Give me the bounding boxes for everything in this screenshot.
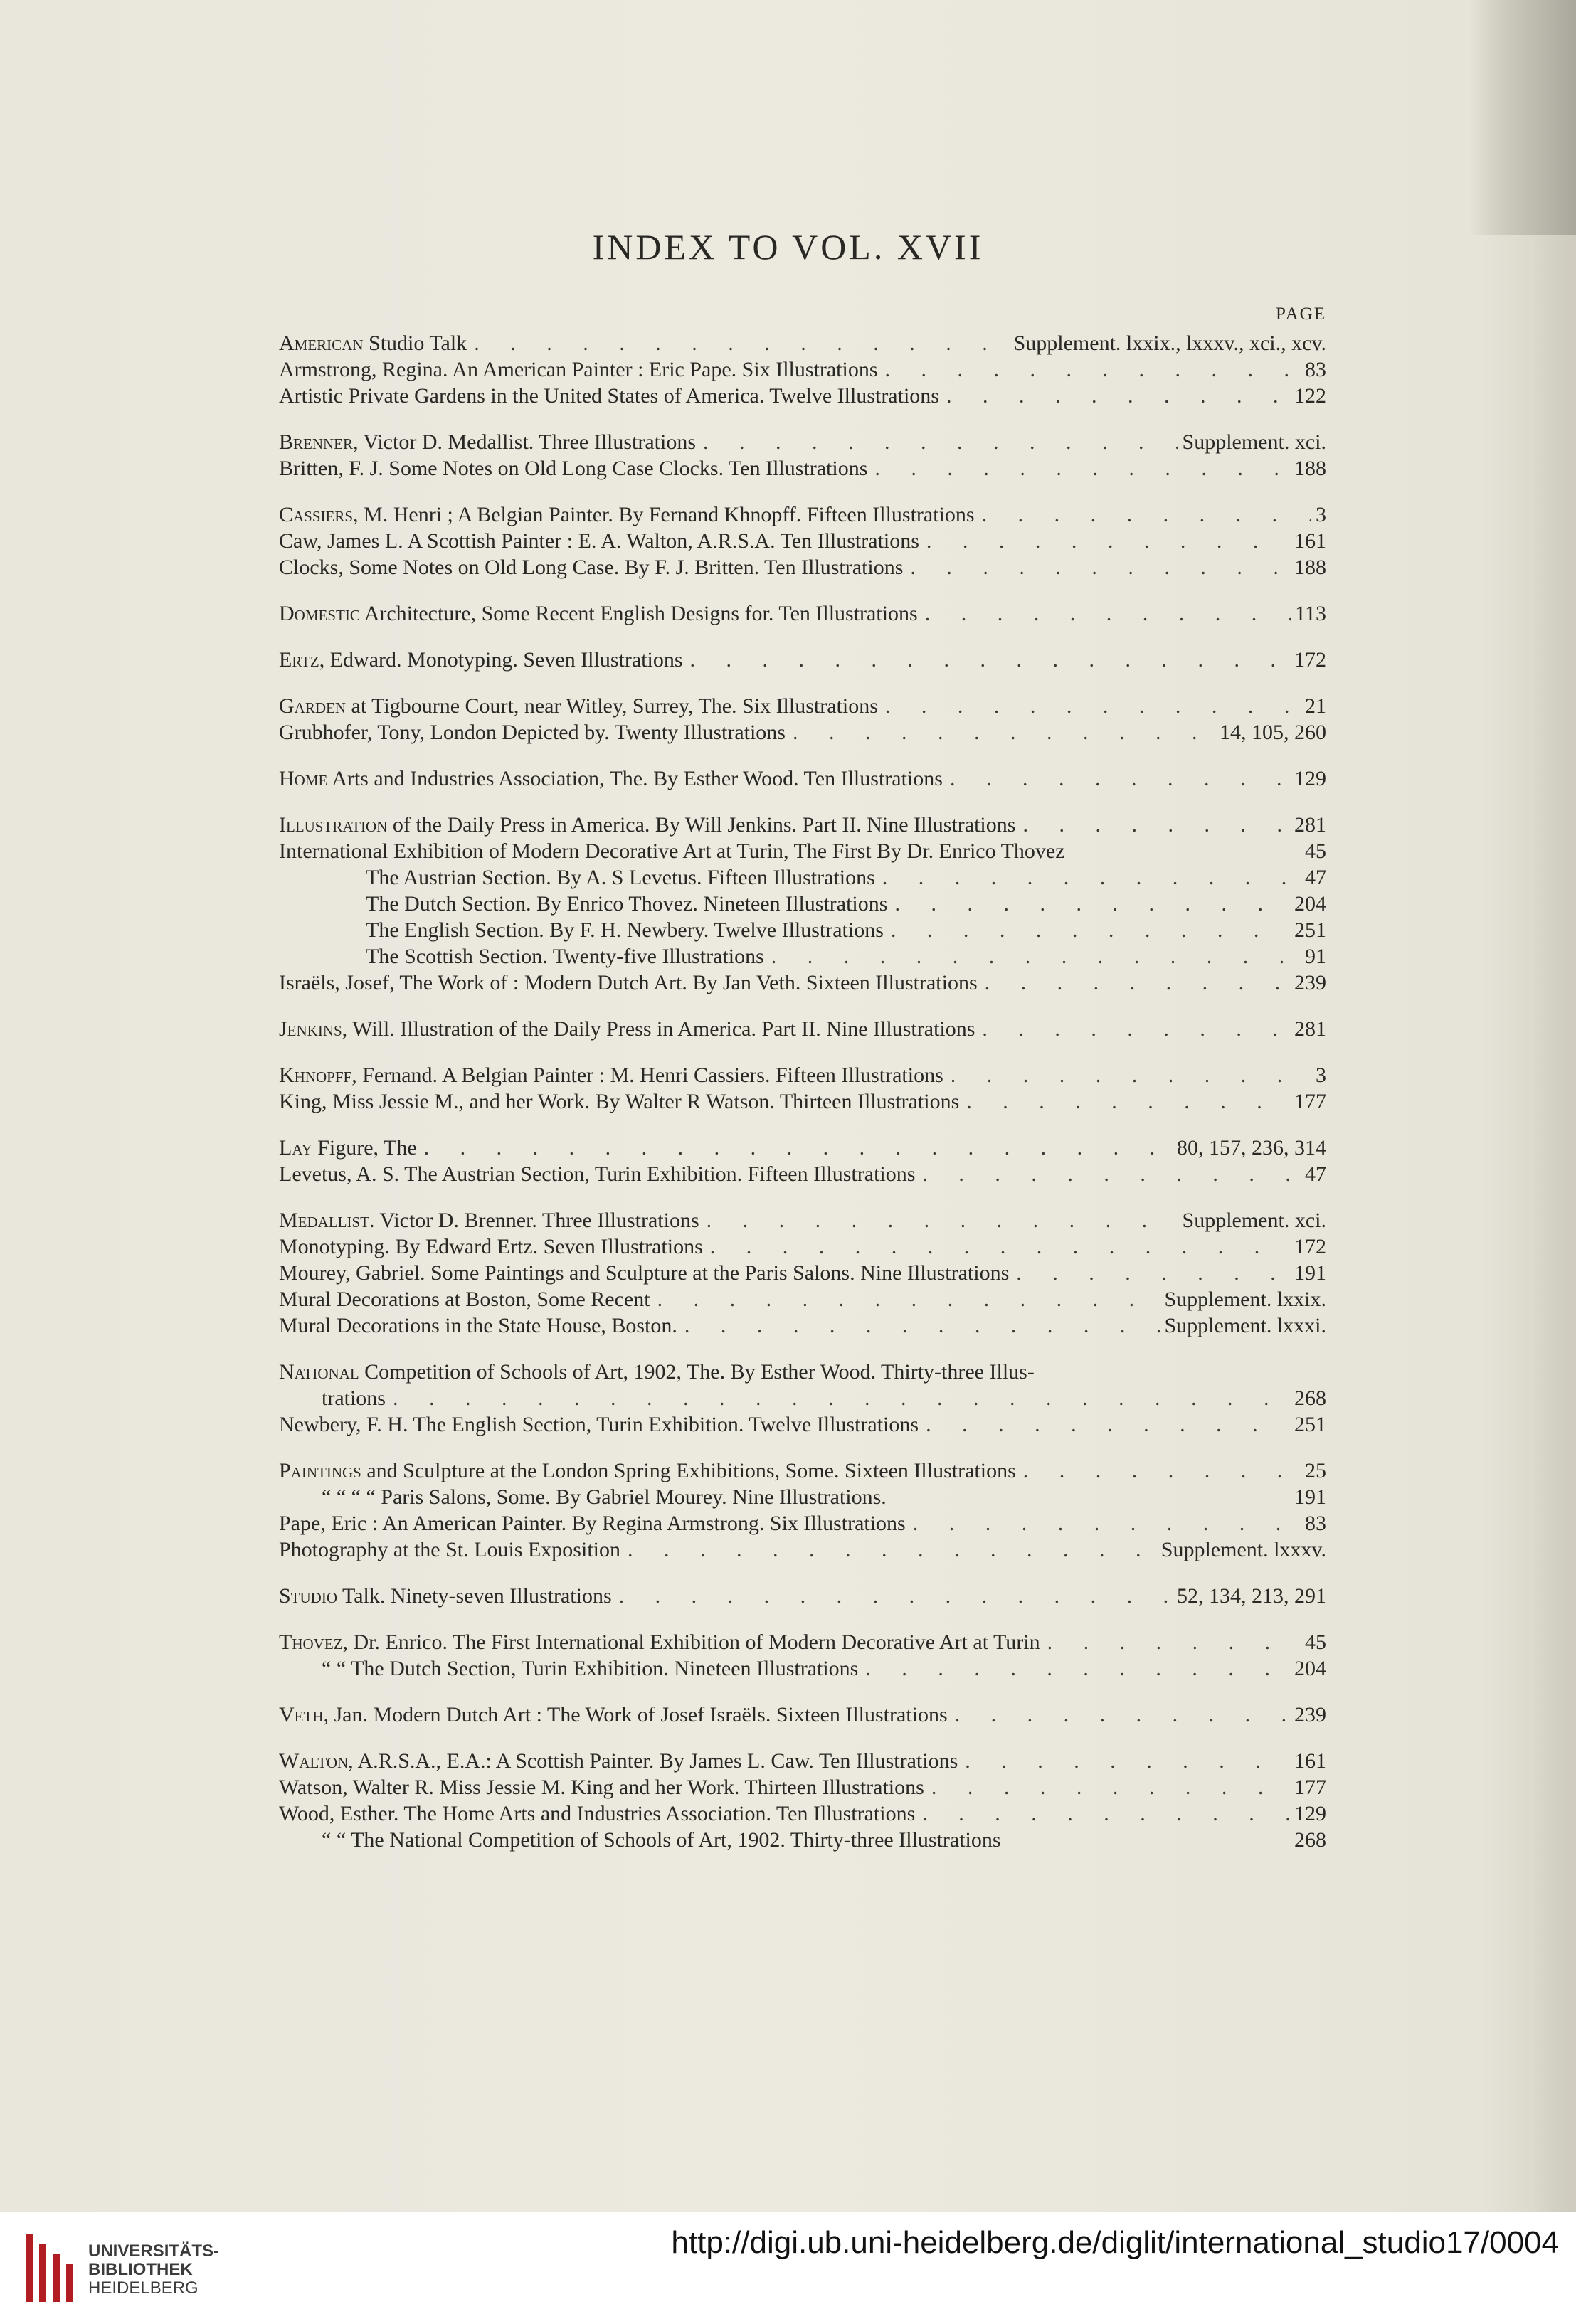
entry-page-number: 268 — [1294, 1386, 1326, 1410]
entry-text: Khnopff, Fernand. A Belgian Painter : M. Henri Cassiers. Fifteen Illustrations — [279, 1063, 943, 1087]
leader-dots — [650, 1288, 1160, 1312]
entry-text: trations — [322, 1386, 386, 1410]
index-entry — [279, 1235, 1326, 1261]
entry-page-number: Supplement. xci. — [1182, 430, 1326, 454]
entry-page-number: 172 — [1294, 1235, 1326, 1258]
library-name-line2: BIBLIOTHEK — [88, 2260, 193, 2279]
entry-text: Mural Decorations at Boston, Some Recent — [279, 1288, 650, 1311]
leader-dots — [1040, 1630, 1301, 1655]
entry-text: King, Miss Jessie M., and her Work. By Walter R Watson. Thirteen Illustrations — [279, 1090, 960, 1113]
index-entry — [279, 1288, 1326, 1314]
leader-dots — [918, 602, 1291, 626]
index-group — [279, 1459, 1326, 1564]
index-entry — [279, 971, 1326, 997]
entry-text: Monotyping. By Edward Ertz. Seven Illustrations — [279, 1235, 703, 1258]
index-entry — [279, 648, 1326, 674]
entry-page-number: 91 — [1305, 945, 1326, 968]
index-entry — [279, 892, 1326, 918]
entry-text: Mourey, Gabriel. Some Paintings and Sculpture at the Paris Salons. Nine Illustrations — [279, 1261, 1010, 1285]
index-entry — [279, 556, 1326, 582]
index-entry — [279, 1017, 1326, 1044]
leader-dots — [878, 358, 1301, 382]
entry-text: Jenkins, Will. Illustration of the Daily Press in America. Part II. Nine Illustrations — [279, 1017, 975, 1041]
leader-dots — [903, 556, 1290, 580]
index-entry — [279, 1630, 1326, 1657]
leader-dots — [867, 457, 1290, 481]
index-group — [279, 694, 1326, 747]
leader-dots — [1015, 813, 1290, 837]
index-entry — [279, 721, 1326, 747]
leader-dots — [919, 1413, 1290, 1437]
index-entry — [279, 1413, 1326, 1439]
leader-dots — [467, 331, 1009, 356]
index-entry — [279, 1538, 1326, 1564]
entry-page-number: 239 — [1294, 1703, 1326, 1726]
entry-page-number: 204 — [1294, 1657, 1326, 1680]
index-entry — [279, 1485, 1326, 1512]
index-group — [279, 602, 1326, 628]
entry-page-number: 129 — [1294, 767, 1326, 790]
page-edge-shadow-lower — [1533, 235, 1576, 2212]
entry-text: American Studio Talk — [279, 331, 467, 355]
entry-page-number: 45 — [1305, 839, 1326, 863]
index-entry — [279, 331, 1326, 358]
index-group — [279, 648, 1326, 674]
entry-text: Artistic Private Gardens in the United States of America. Twelve Illustrations — [279, 384, 939, 408]
index-entry — [279, 866, 1326, 892]
index-group — [279, 813, 1326, 997]
index-entry — [279, 503, 1326, 529]
leader-dots — [943, 1063, 1311, 1088]
footer-bar — [0, 2212, 1576, 2324]
entry-page-number: Supplement. lxxxi. — [1164, 1314, 1326, 1337]
index-entry — [279, 384, 1326, 410]
index-group — [279, 1703, 1326, 1729]
leader-dots — [975, 1017, 1290, 1041]
entry-text: Ertz, Edward. Monotyping. Seven Illustrations — [279, 648, 683, 672]
leader-dots — [939, 384, 1290, 408]
index-entry — [279, 1360, 1326, 1386]
entry-page-number: Supplement. xci. — [1182, 1209, 1326, 1232]
index-entry — [279, 1459, 1326, 1485]
entry-text: Armstrong, Regina. An American Painter : Eric Pape. Six Illustrations — [279, 358, 878, 381]
entry-heading: Medallist — [279, 1209, 369, 1232]
index-entries — [279, 331, 1326, 1874]
entry-page-number: 83 — [1305, 358, 1326, 381]
entry-page-number: 3 — [1316, 1063, 1326, 1087]
index-entry — [279, 1802, 1326, 1828]
leader-dots — [878, 694, 1301, 718]
library-name-line3: HEIDELBERG — [88, 2278, 199, 2298]
entry-text: “ “ The National Competition of Schools of Art, 1902. Thirty-three Illustrations — [322, 1828, 1001, 1852]
entry-page-number: 177 — [1294, 1776, 1326, 1799]
index-group — [279, 1136, 1326, 1189]
leader-dots — [699, 1209, 1178, 1233]
index-entry — [279, 1749, 1326, 1776]
source-url-link[interactable]: http://digi.ub.uni-heidelberg.de/diglit/international_studio17/0004 — [671, 2225, 1559, 2260]
entry-text: Domestic Architecture, Some Recent English Designs for. Ten Illustrations — [279, 602, 918, 625]
entry-text: Clocks, Some Notes on Old Long Case. By F. J. Britten. Ten Illustrations — [279, 556, 904, 579]
entry-text: The Scottish Section. Twenty-five Illustrations — [366, 945, 764, 968]
entry-text: Wood, Esther. The Home Arts and Industries Association. Ten Illustrations — [279, 1802, 916, 1825]
leader-dots — [764, 945, 1301, 969]
entry-page-number: 14, 105, 260 — [1220, 721, 1326, 744]
entry-text: Paintings and Sculpture at the London Spring Exhibitions, Some. Sixteen Illustrations — [279, 1459, 1016, 1482]
index-entry — [279, 1703, 1326, 1729]
entry-text: Garden at Tigbourne Court, near Witley, Surrey, The. Six Illustrations — [279, 694, 878, 718]
leader-dots — [703, 1235, 1290, 1259]
index-group — [279, 1584, 1326, 1611]
entry-heading: Lay — [279, 1136, 312, 1160]
entry-heading: Ertz — [279, 648, 319, 672]
index-entry — [279, 839, 1326, 866]
entry-text: Illustration of the Daily Press in America. By Will Jenkins. Part II. Nine Illustrations — [279, 813, 1016, 837]
entry-text: Medallist. Victor D. Brenner. Three Illustrations — [279, 1209, 699, 1232]
index-entry — [279, 813, 1326, 839]
library-logo-icon — [26, 2234, 74, 2302]
index-group — [279, 1630, 1326, 1683]
entry-text: The Austrian Section. By A. S Levetus. Fifteen Illustrations — [366, 866, 875, 889]
leader-dots — [919, 529, 1290, 553]
entry-heading: Garden — [279, 694, 346, 718]
leader-dots — [696, 430, 1178, 455]
entry-text: Cassiers, M. Henri ; A Belgian Painter. By Fernand Khnopff. Fifteen Illustrations — [279, 503, 975, 526]
entry-heading: Home — [279, 767, 328, 790]
entry-page-number: Supplement. lxxxv. — [1160, 1538, 1326, 1561]
leader-dots — [887, 892, 1290, 916]
entry-text: Britten, F. J. Some Notes on Old Long Case Clocks. Ten Illustrations — [279, 457, 868, 480]
entry-page-number: 47 — [1305, 866, 1326, 889]
index-entry — [279, 1162, 1326, 1189]
index-group — [279, 503, 1326, 582]
entry-page-number: 83 — [1305, 1512, 1326, 1535]
index-entry — [279, 1261, 1326, 1288]
entry-page-number: 251 — [1294, 918, 1326, 942]
leader-dots — [975, 503, 1311, 527]
entry-page-number: 239 — [1294, 971, 1326, 994]
entry-text: Veth, Jan. Modern Dutch Art : The Work of Josef Israëls. Sixteen Illustrations — [279, 1703, 948, 1726]
index-entry — [279, 1584, 1326, 1611]
entry-page-number: 21 — [1305, 694, 1326, 718]
entry-text: International Exhibition of Modern Decorative Art at Turin, The First By Dr. Enrico Thovez — [279, 839, 1065, 863]
leader-dots — [683, 648, 1290, 672]
entry-text: Mural Decorations in the State House, Boston. — [279, 1314, 677, 1337]
index-entry — [279, 1209, 1326, 1235]
entry-text: The Dutch Section. By Enrico Thovez. Nineteen Illustrations — [366, 892, 888, 916]
entry-heading: National — [279, 1360, 359, 1384]
index-entry — [279, 1090, 1326, 1116]
entry-heading: Jenkins — [279, 1017, 342, 1041]
leader-dots — [924, 1776, 1290, 1800]
entry-page-number: 251 — [1294, 1413, 1326, 1436]
leader-dots — [978, 971, 1290, 995]
leader-dots — [948, 1703, 1290, 1727]
index-entry — [279, 1657, 1326, 1683]
entry-page-number: 281 — [1294, 1017, 1326, 1041]
leader-dots — [915, 1802, 1290, 1826]
entry-text: Grubhofer, Tony, London Depicted by. Twenty Illustrations — [279, 721, 786, 744]
entry-page-number: 122 — [1294, 384, 1326, 408]
entry-text: Thovez, Dr. Enrico. The First International Exhibition of Modern Decorative Art at Turin — [279, 1630, 1040, 1654]
index-entry — [279, 430, 1326, 457]
entry-page-number: 191 — [1294, 1261, 1326, 1285]
index-group — [279, 767, 1326, 793]
entry-page-number: 47 — [1305, 1162, 1326, 1186]
index-group — [279, 331, 1326, 410]
leader-dots — [386, 1386, 1290, 1411]
entry-text: “ “ The Dutch Section, Turin Exhibition. Nineteen Illustrations — [322, 1657, 859, 1680]
page-title: INDEX TO VOL. XVII — [592, 227, 984, 267]
leader-dots — [915, 1162, 1301, 1187]
entry-heading: Cassiers — [279, 503, 354, 526]
entry-page-number: 204 — [1294, 892, 1326, 916]
index-entry — [279, 358, 1326, 384]
index-entry — [279, 1386, 1326, 1413]
index-entry — [279, 767, 1326, 793]
index-entry — [279, 1063, 1326, 1090]
leader-dots — [884, 918, 1290, 943]
leader-dots — [959, 1090, 1290, 1114]
index-group — [279, 430, 1326, 483]
leader-dots — [417, 1136, 1173, 1160]
index-entry — [279, 529, 1326, 556]
entry-text: National Competition of Schools of Art, 1902, The. By Esther Wood. Thirty-three Illus- — [279, 1360, 1035, 1384]
index-entry — [279, 1776, 1326, 1802]
entry-page-number: 161 — [1294, 1749, 1326, 1773]
page-edge-shadow — [1469, 0, 1576, 235]
entry-text: Walton, A.R.S.A., E.A.: A Scottish Painter. By James L. Caw. Ten Illustrations — [279, 1749, 958, 1773]
index-group — [279, 1209, 1326, 1340]
leader-dots — [1016, 1459, 1301, 1483]
leader-dots — [906, 1512, 1301, 1536]
index-group — [279, 1360, 1326, 1439]
entry-page-number: 177 — [1294, 1090, 1326, 1113]
leader-dots — [943, 767, 1290, 791]
entry-heading: Domestic — [279, 602, 360, 625]
entry-heading: Brenner — [279, 430, 354, 454]
index-entry — [279, 1512, 1326, 1538]
entry-page-number: Supplement. lxxix., lxxxv., xci., xcv. — [1013, 331, 1326, 355]
entry-page-number: 161 — [1294, 529, 1326, 553]
entry-heading: Paintings — [279, 1459, 361, 1482]
entry-page-number: Supplement. lxxix. — [1164, 1288, 1326, 1311]
entry-page-number: 25 — [1305, 1459, 1326, 1482]
entry-text: Lay Figure, The — [279, 1136, 417, 1160]
entry-text: Pape, Eric : An American Painter. By Regina Armstrong. Six Illustrations — [279, 1512, 906, 1535]
entry-text: Israëls, Josef, The Work of : Modern Dutch Art. By Jan Veth. Sixteen Illustrations — [279, 971, 978, 994]
index-entry — [279, 602, 1326, 628]
page-column-header: PAGE — [1276, 304, 1326, 324]
entry-page-number: 52, 134, 213, 291 — [1177, 1584, 1326, 1608]
index-entry — [279, 457, 1326, 483]
entry-text: The English Section. By F. H. Newbery. Twelve Illustrations — [366, 918, 884, 942]
entry-text: Watson, Walter R. Miss Jessie M. King and her Work. Thirteen Illustrations — [279, 1776, 924, 1799]
index-group — [279, 1017, 1326, 1044]
leader-dots — [875, 866, 1301, 890]
entry-text: Caw, James L. A Scottish Painter : E. A. Walton, A.R.S.A. Ten Illustrations — [279, 529, 919, 553]
leader-dots — [1009, 1261, 1290, 1285]
entry-heading: Walton — [279, 1749, 349, 1773]
entry-page-number: 80, 157, 236, 314 — [1177, 1136, 1326, 1160]
entry-heading: Veth — [279, 1703, 324, 1726]
entry-text: Levetus, A. S. The Austrian Section, Turin Exhibition. Fifteen Illustrations — [279, 1162, 916, 1186]
entry-page-number: 129 — [1294, 1802, 1326, 1825]
library-name — [88, 2242, 219, 2298]
entry-page-number: 188 — [1294, 457, 1326, 480]
entry-text: Photography at the St. Louis Exposition — [279, 1538, 620, 1561]
index-entry — [279, 694, 1326, 721]
entry-page-number: 45 — [1305, 1630, 1326, 1654]
entry-text: Newbery, F. H. The English Section, Turin Exhibition. Twelve Illustrations — [279, 1413, 919, 1436]
leader-dots — [958, 1749, 1290, 1773]
entry-page-number: 188 — [1294, 556, 1326, 579]
index-entry — [279, 945, 1326, 971]
index-group — [279, 1063, 1326, 1116]
entry-heading: Studio — [279, 1584, 338, 1608]
entry-heading: American — [279, 331, 364, 355]
entry-page-number: 281 — [1294, 813, 1326, 837]
entry-heading: Thovez — [279, 1630, 343, 1654]
leader-dots — [858, 1657, 1290, 1681]
leader-dots — [677, 1314, 1160, 1338]
leader-dots — [612, 1584, 1173, 1608]
entry-page-number: 172 — [1294, 648, 1326, 672]
entry-heading: Khnopff — [279, 1063, 352, 1087]
entry-text: Home Arts and Industries Association, The. By Esther Wood. Ten Illustrations — [279, 767, 943, 790]
entry-text: Studio Talk. Ninety-seven Illustrations — [279, 1584, 612, 1608]
entry-page-number: 113 — [1295, 602, 1326, 625]
leader-dots — [786, 721, 1215, 745]
entry-text: “ “ “ “ Paris Salons, Some. By Gabriel Mourey. Nine Illustrations. — [322, 1485, 887, 1509]
index-entry — [279, 1136, 1326, 1162]
index-group — [279, 1749, 1326, 1855]
entry-heading: Illustration — [279, 813, 388, 837]
index-entry — [279, 1314, 1326, 1340]
index-entry — [279, 1828, 1326, 1855]
entry-page-number: 3 — [1316, 503, 1326, 526]
entry-text: Brenner, Victor D. Medallist. Three Illustrations — [279, 430, 697, 454]
library-name-line1: UNIVERSITÄTS- — [88, 2241, 220, 2261]
entry-page-number: 191 — [1294, 1485, 1326, 1509]
index-entry — [279, 918, 1326, 945]
leader-dots — [620, 1538, 1157, 1562]
entry-page-number: 268 — [1294, 1828, 1326, 1852]
